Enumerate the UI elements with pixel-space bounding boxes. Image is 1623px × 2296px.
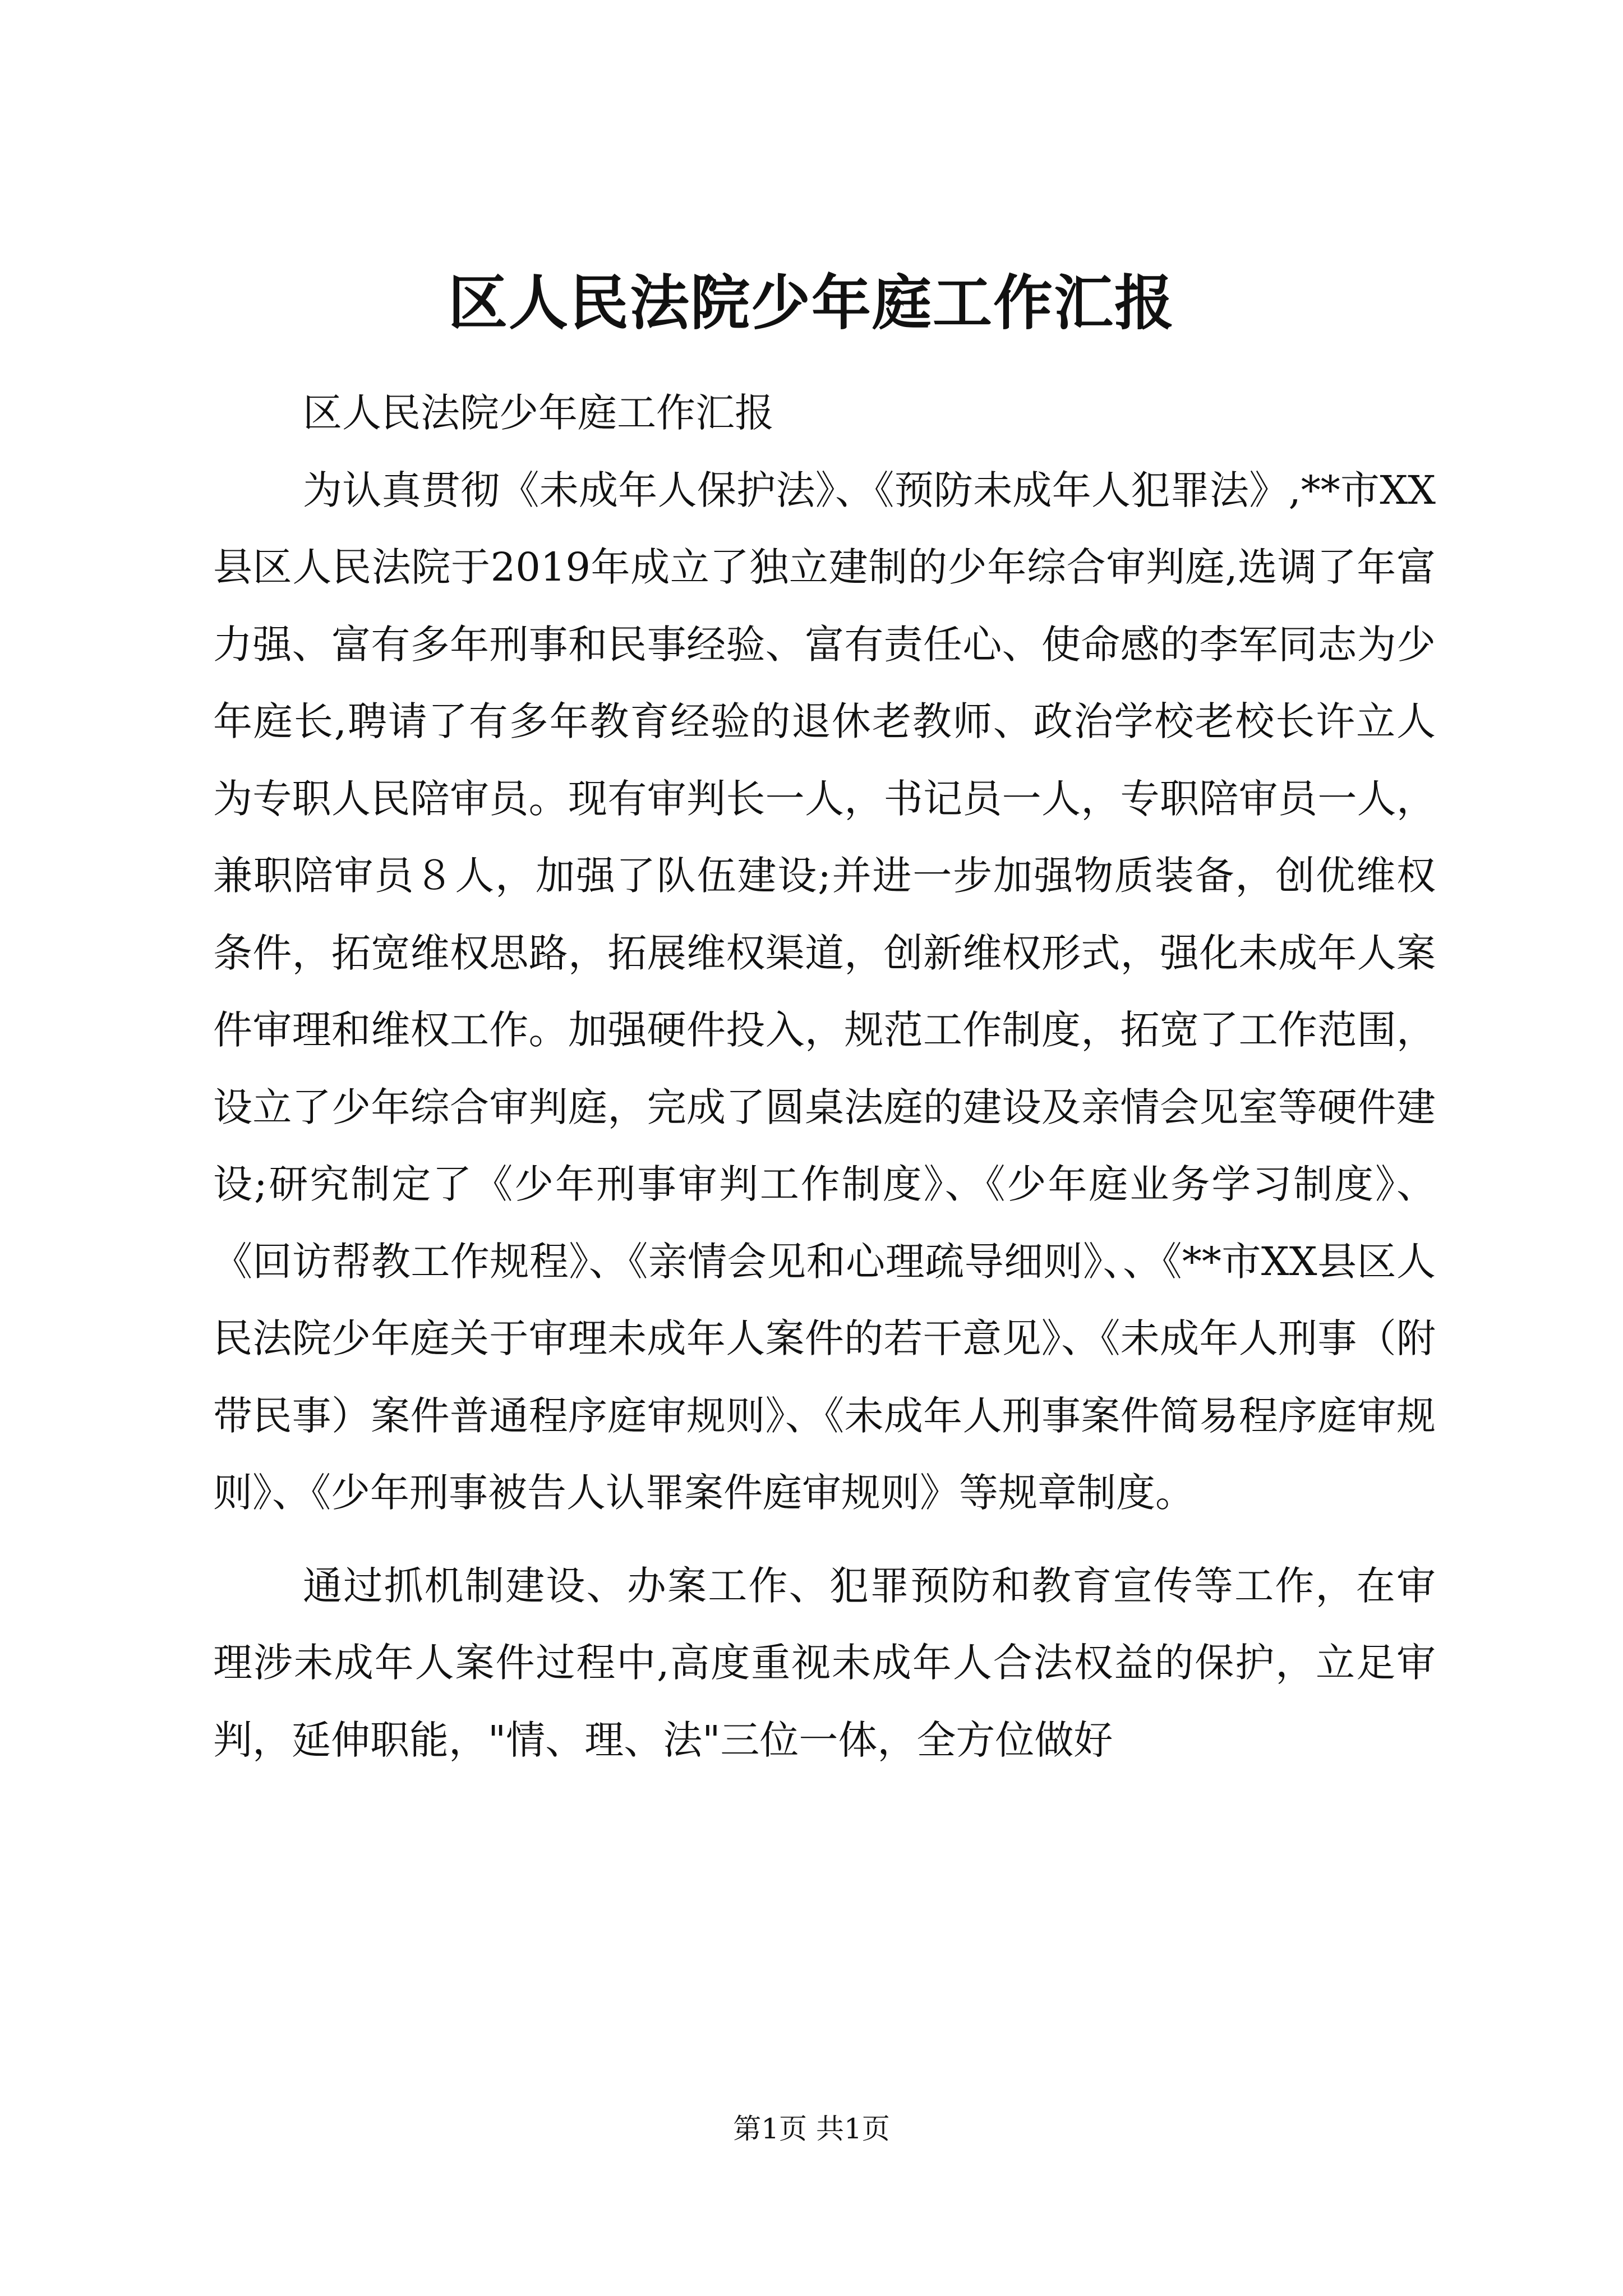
body-paragraph-2: 通过抓机制建设、办案工作、犯罪预防和教育宣传等工作，在审理涉未成年人案件过程中,高度重视未成年人合法权益的保护，立足审判，延伸职能，"情、理、法"三位一体，全方位做好 (213, 1562, 1436, 1763)
body-paragraph-1: 为认真贯彻《未成年人保护法》、《预防未成年人犯罪法》,**市XX县区人民法院于2019年成立了独立建制的少年综合审判庭,选调了年富力强、富有多年刑事和民事经验、富有责任心、使命感的李军同志为少年庭长,聘请了有多年教育经验的退休老教师、政治学校老校长许立人为专职人民陪审员。现有审判长一人，书记员一人，专职陪审员一人，兼职陪审员８人，加强了队伍建设;并进一步加强物质装备，创优维权条件，拓宽维权思路，拓展维权渠道，创新维权形式，强化未成年人案件审理和维权工作。加强硬件投入，规范工作制度，拓宽了工作范围，设立了少年综合审判庭，完成了圆桌法庭的建设及亲情会见室等硬件建设;研究制定了《少年刑事审判工作制度》、《少年庭业务学习制度》、《回访帮教工作规程》、《亲情会见和心理疏导细则》、、《**市XX县区人民法院少年庭关于审理未成年人案件的若干意见》、《未成年人刑事（附带民事）案件普通程序庭审规则》、《未成年人刑事案件简易程序庭审规则》、《少年刑事被告人认罪案件庭审规则》等规章制度。 (213, 467, 1436, 1516)
document-title: 区人民法院少年庭工作汇报 (448, 268, 1175, 338)
document-subtitle: 区人民法院少年庭工作汇报 (303, 390, 774, 436)
document-body (213, 375, 1436, 1779)
page-footer: 第1页 共1页 (733, 2113, 890, 2145)
